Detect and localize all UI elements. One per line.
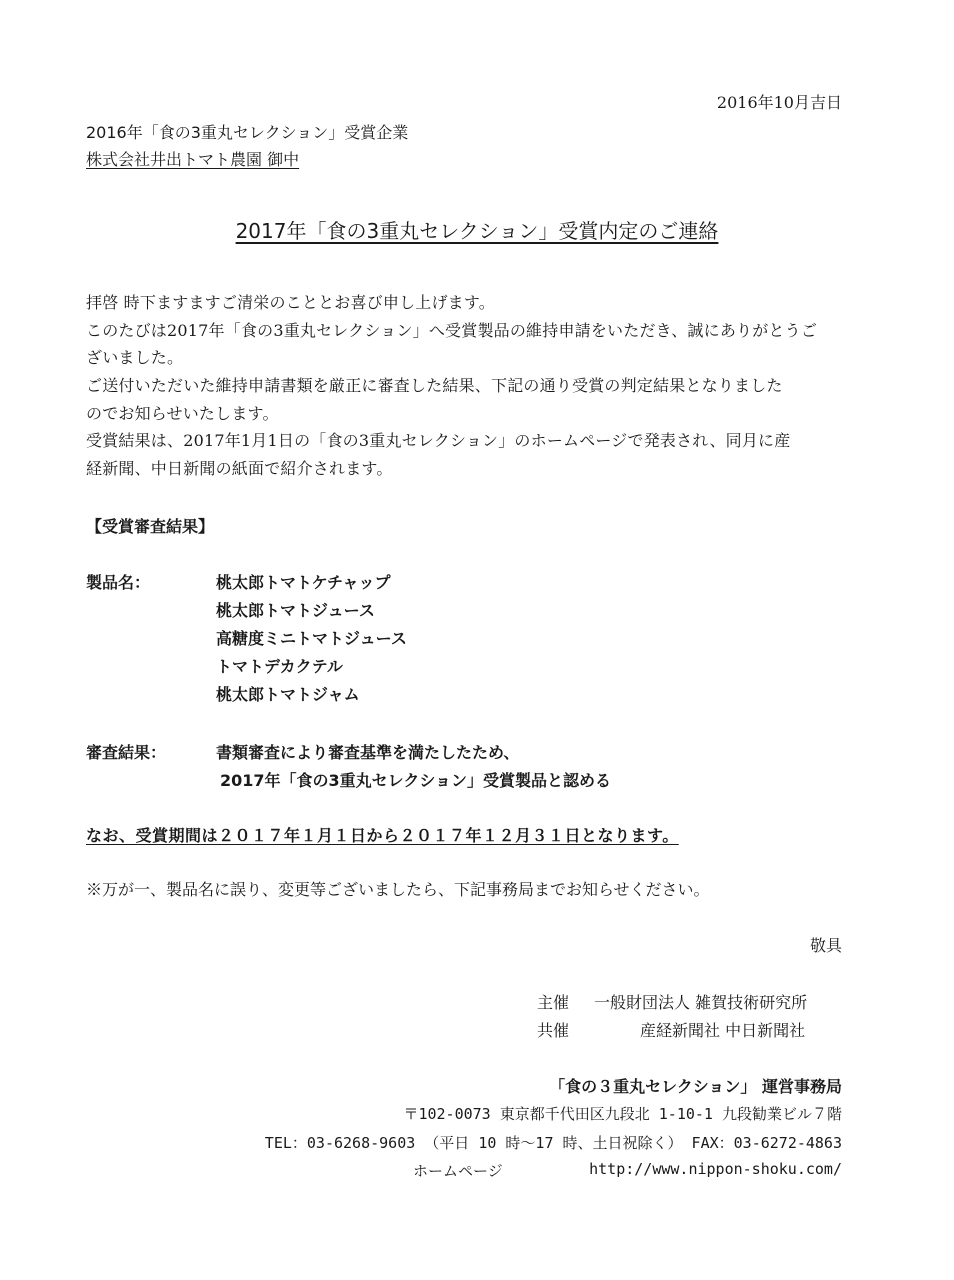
product-item: 桃太郎トマトジャム bbox=[216, 685, 360, 704]
recipient-line1: 2016年「食の3重丸セレクション」受賞企業 bbox=[86, 123, 409, 142]
result-line1: 書類審査により審査基準を満たしたため、 bbox=[216, 743, 520, 762]
homepage-label: ホームページ bbox=[413, 1162, 503, 1180]
product-item: 桃太郎トマトジュース bbox=[216, 601, 375, 620]
recipient-company: 株式会社井出トマト農園 御中 bbox=[86, 150, 300, 169]
product-item: 桃太郎トマトケチャップ bbox=[216, 573, 391, 592]
document-date: 2016年10月吉日 bbox=[716, 93, 842, 112]
body-line: 拝啓 時下ますますご清栄のこととお喜び申し上げます。 bbox=[86, 293, 496, 312]
document-title-text: 2017年「食の3重丸セレクション」受賞内定のご連絡 bbox=[235, 219, 719, 243]
office-address: 〒102-0073 東京都千代田区九段北 1-10-1 九段勧業ビル７階 bbox=[403, 1105, 842, 1123]
products-label: 製品名： bbox=[86, 573, 151, 592]
homepage-url[interactable]: http://www.nippon-shoku.com/ bbox=[589, 1160, 842, 1178]
office-name: 「食の３重丸セレクション」 運営事務局 bbox=[549, 1077, 842, 1096]
body-line: ざいました。 bbox=[86, 348, 184, 367]
section-heading: 【受賞審査結果】 bbox=[86, 517, 215, 536]
body-line: のでお知らせいたします。 bbox=[86, 404, 279, 423]
body-line: このたびは2017年「食の3重丸セレクション」へ受賞製品の維持申請をいただき、誠にありがとうご bbox=[86, 321, 818, 340]
body-line: 経新聞、中日新聞の紙面で紹介されます。 bbox=[86, 459, 393, 478]
body-line: 受賞結果は、2017年1月1日の「食の3重丸セレクション」のホームページで発表され、同月に産 bbox=[86, 431, 791, 450]
closing-remark: 敬具 bbox=[809, 936, 842, 955]
document-title bbox=[0, 215, 954, 244]
cohost-label: 共催 bbox=[537, 1021, 570, 1040]
result-label: 審査結果： bbox=[86, 743, 167, 762]
host-name: 一般財団法人 雑賀技術研究所 bbox=[594, 993, 808, 1012]
office-contact: TEL：03-6268-9603 （平日 10 時～17 時、土日祝除く） FAX：03-6272-4863 bbox=[264, 1134, 842, 1152]
body-line: ご送付いただいた維持申請書類を厳正に審査した結果、下記の通り受賞の判定結果となりました bbox=[86, 376, 783, 395]
product-item: トマトデカクテル bbox=[216, 657, 343, 676]
result-line2: 2017年「食の3重丸セレクション」受賞製品と認める bbox=[220, 771, 612, 790]
product-item: 高糖度ミニトマトジュース bbox=[216, 629, 407, 648]
award-period: なお、受賞期間は２０１７年１月１日から２０１７年１２月３１日となります。 bbox=[86, 826, 679, 845]
host-label: 主催 bbox=[537, 993, 570, 1012]
cohost-name: 産経新聞社 中日新聞社 bbox=[640, 1021, 806, 1040]
notice-text: ※万が一、製品名に誤り、変更等ございましたら、下記事務局までお知らせください。 bbox=[86, 880, 710, 899]
